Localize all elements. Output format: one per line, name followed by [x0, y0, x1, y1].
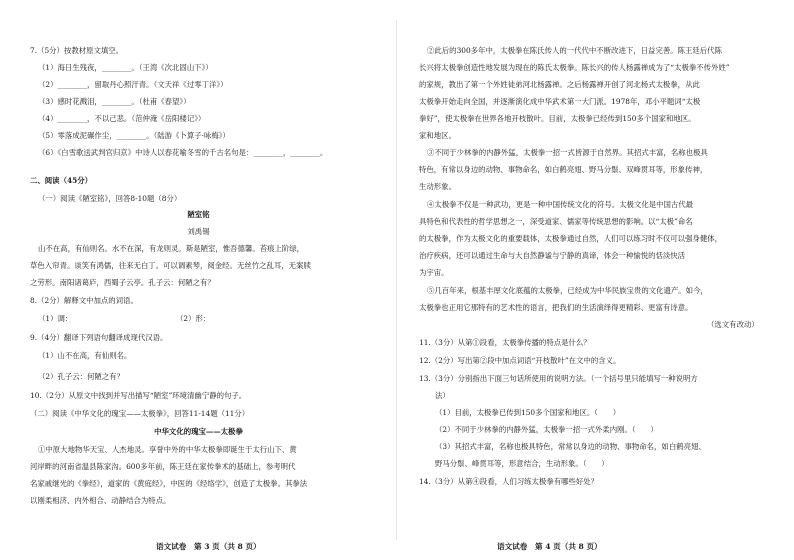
- text-line-r4e: 为宇宙。: [419, 268, 449, 277]
- text-line-q8-2: （2）形：: [176, 314, 211, 323]
- text-line-q13-3a: （3）其招式丰富，名称也极具特色，常常以身边的动物、事物命名，如白鹤亮翅、: [435, 442, 706, 451]
- page-footer: 语文试卷 第 3 页（共 8 页）: [156, 542, 261, 551]
- text-line-p1b: 草色入帘青。谈笑有鸿儒，往来无白丁。可以调素琴，阅金经。无丝竹之乱耳，无案牍: [30, 261, 311, 270]
- text-line-q14: 14.（3分）从第④段看，人们习练太极拳有哪些好处？: [419, 477, 599, 486]
- text-line-q10: 10.（2分）从原文中找到并写出描写“陋室”环境清幽宁静的句子。: [30, 391, 247, 400]
- text-line-r3a: ③不同于少林拳的内静外猛，太极拳一招一式皆源于自然界。其招式丰富，名称也极具: [427, 148, 708, 157]
- text-line-q11: 11.（3分）从第①段看，太极拳传播的特点是什么？: [419, 338, 591, 347]
- text-line-q8: 8.（2分）解释文中加点的词语。: [30, 296, 138, 305]
- text-line-q13-2: （2）不同于少林拳的内静外猛，太极拳一招一式外柔内刚。（ ）: [435, 425, 658, 434]
- text-line-q8-1: （1）调：: [38, 314, 73, 323]
- text-line-r5b: 太极拳也正用它那特有的艺术性的语言，把我们的生活演绎得更精彩、更富有诗意。: [419, 303, 693, 312]
- text-line-q13-3b: 野马分鬃、峰贯耳等，形意结合，生动形象。（ ）: [435, 459, 609, 468]
- text-line-p2a: ①中原大地物华天宝、人杰地灵。享誉中外的中华太极拳即诞生于太行山下、黄: [38, 445, 297, 454]
- text-line-q13-1: （1）目前，太极拳已传到150多个国家和地区。（ ）: [435, 408, 621, 417]
- text-line-title1: 陋室铭: [187, 210, 210, 219]
- text-line-part1: （一）阅读《陋室铭》，回答8-10题（8分）: [38, 194, 182, 203]
- text-line-q13a: 13.（3分）分别指出下面三句话所使用的说明方法。（一个括号里只能填写一种说明方: [419, 374, 698, 383]
- text-line-r4c: 的太极拳，作为太极文化的重要载体，太极拳通过自然，人们可以练习时不仅可以强身健体，: [419, 234, 723, 243]
- text-line-q12: 12.（2分）写出第②段中加点词语“开枝散叶”在文中的含义。: [419, 356, 621, 365]
- text-line-p2b: 河岸畔的河南省温县陈家沟。600多年前，陈王廷在家传拳术的基础上，参考明代: [30, 462, 296, 471]
- text-line-q7-1: （1）海日生残夜，________。（王湾《次北固山下》）: [38, 63, 213, 72]
- exam-page-4: [397, 0, 794, 560]
- text-line-q7-5: （5）零落成泥碾作尘，________。（陆游《卜算子·咏梅》）: [38, 131, 230, 140]
- text-line-r2a: ②此后的300多年中，太极拳在陈氏传人的一代代中不断改进下，日益完善。陈王廷后代陈: [427, 46, 722, 55]
- text-line-r2d: 太极拳开始走向全国，并逐渐演化成中华武术第一大门派。1978年，邓小平题词“太极: [419, 97, 701, 106]
- text-line-author1: 刘禹锡: [187, 227, 210, 236]
- text-line-src: （选文有改动）: [707, 320, 759, 329]
- text-line-q7-4: （4）________，不以己悲。（范仲淹《岳阳楼记》）: [38, 114, 206, 123]
- text-line-q9-2: （2）孔子云：何陋之有？: [38, 372, 125, 381]
- text-line-r4d: 治疗疾病，还可以通过生命与大自然静谧与宁静的真谛，体会一种愉悦的恬淡快活: [419, 251, 686, 260]
- text-line-sec2: 二、阅读（45分）: [30, 176, 93, 185]
- text-line-r2c: 的家规，教出了第一个外姓徒弟河北杨露禅。之后杨露禅开创了河北杨式太极拳，从此: [419, 80, 700, 89]
- text-line-p2d: 以刚柔相济、内外相合、动静结合为特点。: [30, 496, 171, 505]
- text-line-r5a: ⑤几百年来，根基丰厚文化底蕴的太极拳，已经成为中华民族宝贵的文化遗产。如今，: [427, 286, 708, 295]
- text-line-q13b: 法）: [435, 391, 450, 400]
- text-line-title2: 中华文化的瑰宝——太极拳: [154, 427, 243, 436]
- text-line-r2e: 拳好”，使太极拳在世界各地开枝散叶。目前，太极拳已经传到150多个国家和地区。: [419, 114, 696, 123]
- page-footer: 语文试卷 第 4 页（共 8 页）: [497, 542, 602, 551]
- text-line-r4a: ④太极拳不仅是一种武功，更是一种中国传统文化的符号。太极文化是中国古代最: [427, 200, 694, 209]
- text-line-r3b: 特色，有常以身边的动物、事物命名，如白鹤亮翅、野马分鬃、双峰贯耳等，形象传神，: [419, 165, 708, 174]
- text-line-r4b: 具特色和代表性的哲学思想之一，深受道家、儒家等传统思想的影响。以“太极”命名: [419, 217, 693, 226]
- text-line-q9: 9.（4分）翻译下列语句翻译成现代汉语。: [30, 333, 168, 342]
- text-line-q7-2: （2）________，留取丹心照汗青。（文天祥《过零丁洋》）: [38, 80, 228, 89]
- text-line-q7-6: （6）《白雪歌送武判官归京》中诗人以春花喻冬雪的千古名句是：________，________。: [38, 148, 328, 157]
- text-line-r2f: 家和地区。: [419, 131, 456, 140]
- text-line-p2c: 名家戚继光的《拳经》，道家的《黄庭经》，中医的《经络学》，创造了太极拳。其拳法: [30, 479, 308, 488]
- text-line-q9-1: （1）山不在高，有仙则名。: [38, 351, 132, 360]
- text-line-p1a: 山不在高，有仙则名。水不在深，有龙则灵。斯是陋室，惟吾德馨。苔痕上阶绿，: [38, 244, 305, 253]
- text-line-part2: （二）阅读《中华文化的瑰宝——太极拳》，回答11-14题（11分）: [30, 409, 250, 418]
- text-line-r2b: 长兴将太极拳创造性地发展为现在的陈氏太极拳。陈长兴的传人杨露禅成为了“太极拳不传外姓”: [419, 63, 730, 72]
- text-line-q7: 7.（5分）按教材原文填空。: [30, 46, 124, 55]
- text-line-r3c: 生动形象。: [419, 182, 456, 191]
- text-line-q7-3: （3）感时花溅泪，________。（杜甫《春望》）: [38, 97, 191, 106]
- text-line-p1c: 之劳形。南阳诸葛庐，西蜀子云亭。孔子云：何陋之有？: [30, 278, 215, 287]
